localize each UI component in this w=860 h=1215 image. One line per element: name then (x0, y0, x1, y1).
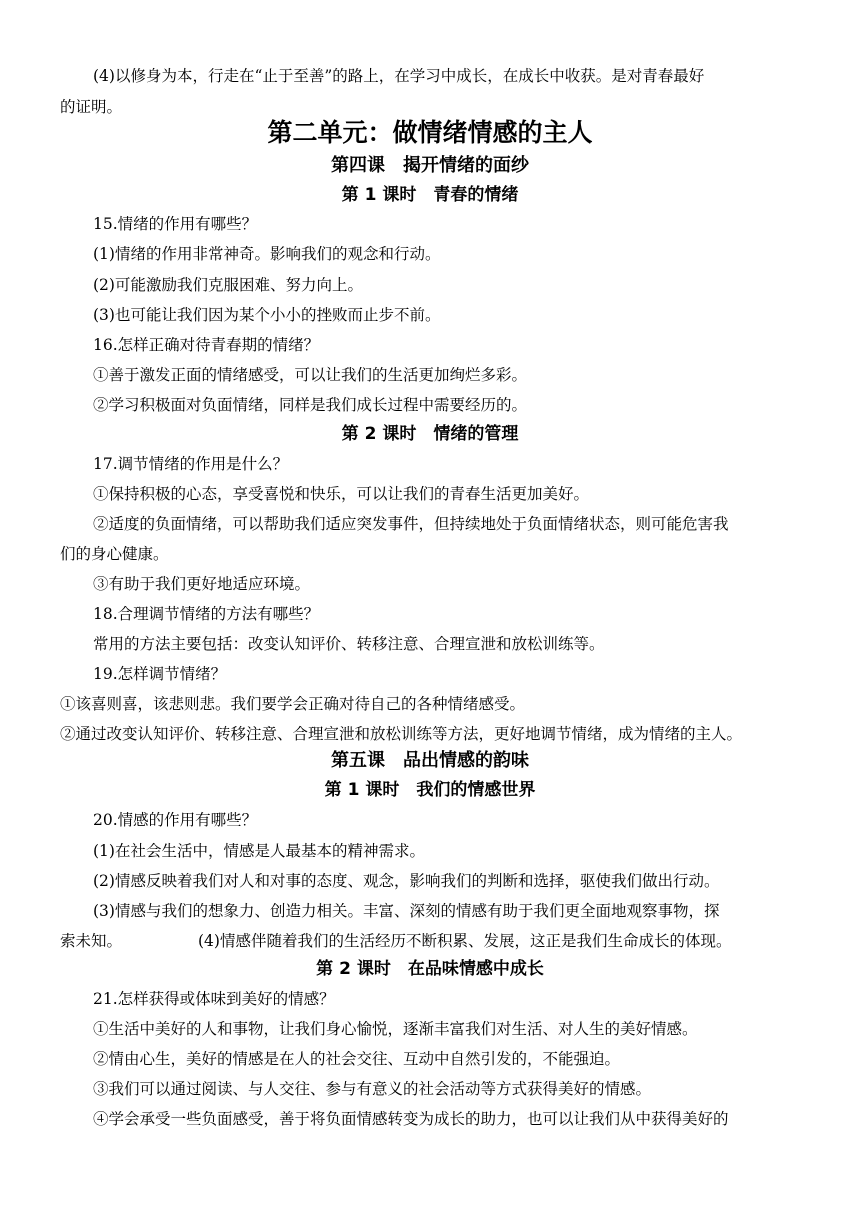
answer-line: ②通过改变认知评价、转移注意、合理宣泄和放松训练等方法，更好地调节情绪，成为情绪的主人。 (60, 725, 743, 743)
answer-line: ②情由心生，美好的情感是在人的社会交往、互动中自然引发的，不能强迫。 (93, 1050, 621, 1068)
answer-line: ③我们可以通过阅读、与人交往、参与有意义的社会活动等方式获得美好的情感。 (93, 1080, 652, 1098)
unit-title: 第二单元：做情绪情感的主人 (267, 118, 593, 147)
section-title: 第 2 课时 在品味情感中成长 (316, 959, 544, 979)
answer-line: ②适度的负面情绪，可以帮助我们适应突发事件，但持续地处于负面情绪状态，则可能危害我 (93, 515, 729, 533)
answer-line: ①善于激发正面的情绪感受，可以让我们的生活更加绚烂多彩。 (93, 366, 528, 384)
section-title: 第 2 课时 情绪的管理 (341, 424, 519, 444)
answer-line: ④学会承受一些负面感受，善于将负面情感转变为成长的助力，也可以让我们从中获得美好的 (93, 1110, 729, 1128)
answer-line: ①生活中美好的人和事物，让我们身心愉悦，逐渐丰富我们对生活、对人生的美好情感。 (93, 1020, 698, 1038)
paragraph-line: (4)以修身为本，行走在“止于至善”的路上，在学习中成长，在成长中收获。是对青春最好 (93, 67, 705, 85)
answer-line: (2)情感反映着我们对人和对事的态度、观念，影响我们的判断和选择，驱使我们做出行动。 (93, 872, 720, 890)
paragraph-line: 的证明。 (60, 98, 123, 116)
answer-line: ①该喜则喜，该悲则悲。我们要学会正确对待自己的各种情绪感受。 (60, 695, 526, 713)
question: 16.怎样正确对待青春期的情绪？ (93, 336, 320, 354)
question: 17.调节情绪的作用是什么？ (93, 455, 289, 473)
section-title: 第 1 课时 青春的情绪 (341, 185, 519, 205)
answer-line: ①保持积极的心态，享受喜悦和快乐，可以让我们的青春生活更加美好。 (93, 485, 590, 503)
answer-line: (1)在社会生活中，情感是人最基本的精神需求。 (93, 842, 425, 860)
answer-line: 们的身心健康。 (60, 545, 169, 563)
answer-line: 索未知。 (60, 932, 123, 950)
question: 21.怎样获得或体味到美好的情感？ (93, 990, 335, 1008)
lesson-title: 第四课 揭开情绪的面纱 (331, 155, 529, 176)
answer-line: (3)也可能让我们因为某个小小的挫败而止步不前。 (93, 306, 441, 324)
answer-line: (3)情感与我们的想象力、创造力相关。丰富、深刻的情感有助于我们更全面地观察事物，探 (93, 902, 720, 920)
section-title: 第 1 课时 我们的情感世界 (324, 780, 536, 800)
answer-line: (4)情感伴随着我们的生活经历不断积累、发展，这正是我们生命成长的体现。 (198, 932, 732, 950)
question: 20.情感的作用有哪些？ (93, 811, 258, 829)
answer-line: (1)情绪的作用非常神奇。影响我们的观念和行动。 (93, 245, 441, 263)
question: 15.情绪的作用有哪些？ (93, 215, 258, 233)
lesson-title: 第五课 品出情感的韵味 (331, 750, 529, 771)
answer-line: 常用的方法主要包括：改变认知评价、转移注意、合理宣泄和放松训练等。 (93, 635, 605, 653)
answer-line: ③有助于我们更好地适应环境。 (93, 575, 311, 593)
question: 18.合理调节情绪的方法有哪些？ (93, 605, 320, 623)
question: 19.怎样调节情绪？ (93, 665, 227, 683)
answer-line: (2)可能激励我们克服困难、努力向上。 (93, 276, 363, 294)
answer-line: ②学习积极面对负面情绪，同样是我们成长过程中需要经历的。 (93, 396, 528, 414)
